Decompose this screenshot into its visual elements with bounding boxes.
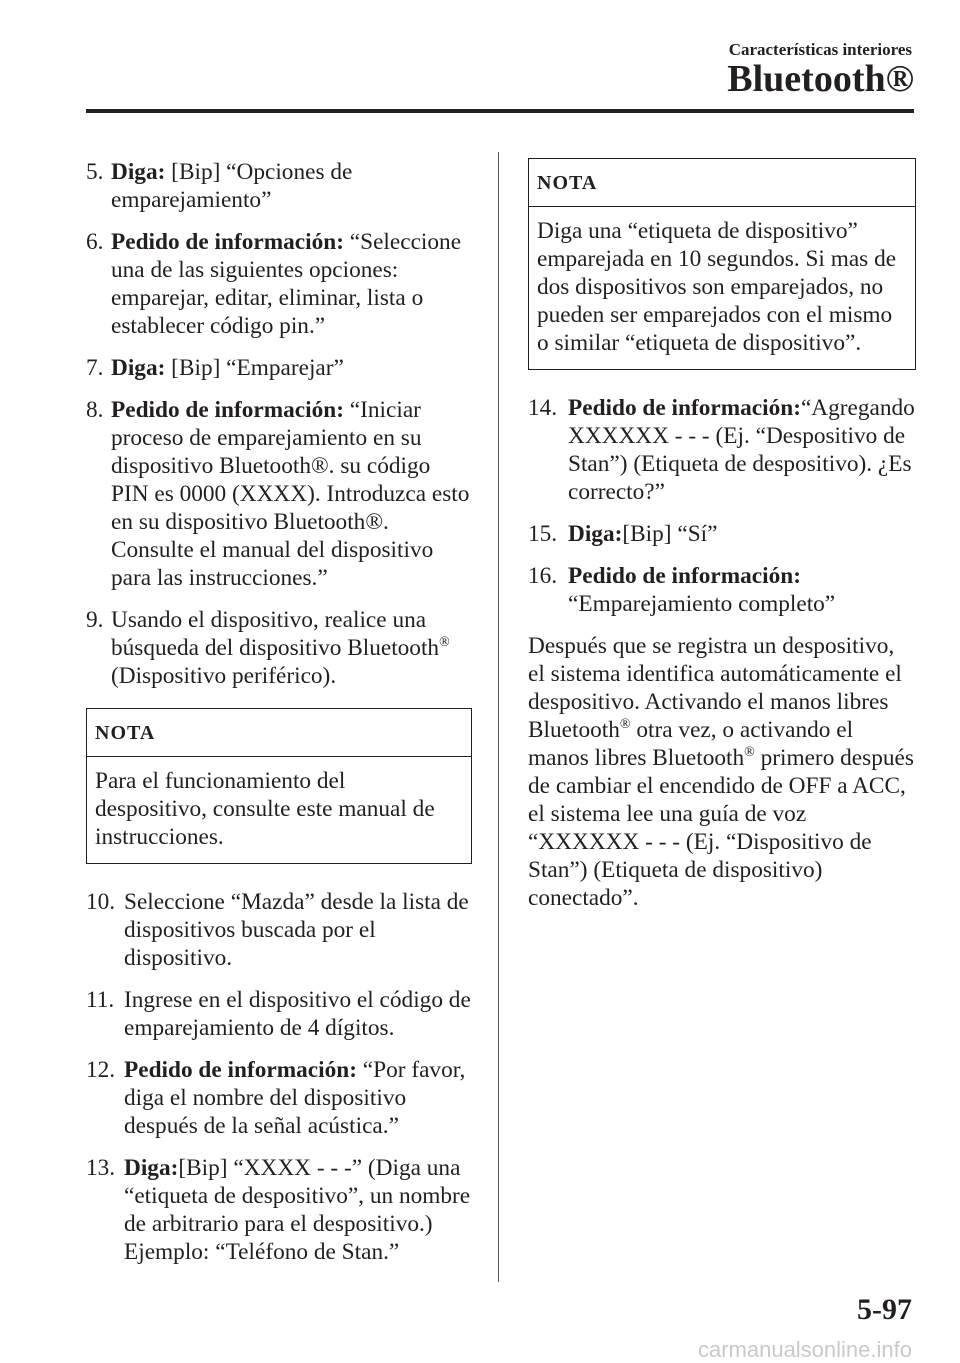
page-number: 5-97: [857, 1293, 912, 1326]
step-number: 10.: [86, 889, 116, 915]
note-body: Diga una “etiqueta de dispositivo” emparejada en 10 segundos. Si mas de dos dispositivos son emparejados, no pueden ser emparejados con el mismo o similar “etiqueta de dispositivo”.: [537, 218, 897, 356]
step-number: 15.: [528, 521, 558, 547]
step-10: [86, 888, 472, 972]
page-title: Bluetooth®: [727, 58, 914, 100]
section-subtitle: Características interiores: [728, 40, 912, 59]
step-text: [Bip] “Emparejar”: [165, 355, 344, 381]
step-label: Pedido de información:: [568, 563, 801, 589]
step-number: 7.: [86, 355, 104, 381]
step-text: Ingrese en el dispositivo el código de emparejamiento de 4 dígitos.: [124, 987, 471, 1041]
registered-mark: ®: [744, 745, 755, 761]
step-number: 8.: [86, 397, 104, 423]
step-11: [86, 986, 472, 1042]
step-text: [Bip] “Opciones de emparejamiento”: [111, 159, 353, 213]
step-number: 9.: [86, 607, 104, 633]
step-text: “Iniciar proceso de emparejamiento en su dispositivo Bluetooth®. su código PIN es 0000 (XXXX). Introduzca esto en su dispositivo Bluetooth®. Consulte el manual del dispositivo para las instrucciones.”: [111, 397, 470, 591]
step-13: [86, 1154, 472, 1266]
column-divider: [498, 152, 499, 1282]
step-15: [528, 520, 916, 548]
step-label: Pedido de información:: [124, 1057, 357, 1083]
summary-paragraph: Después que se registra un despositivo, el sistema identifica automáticamente el despositivo. Activando el manos libres Bluetooth® otra vez, o activando el manos libres Bluetooth® primero después de cambiar el encendido de OFF a ACC, el sistema lee una guía de voz “XXXXXX - - - (Ej. “Dispositivo de Stan”) (Etiqueta de dispositivo) conectado”.: [528, 633, 914, 911]
step-text: “Seleccione una de las siguientes opciones: emparejar, editar, eliminar, lista o establecer código pin.”: [111, 229, 462, 339]
note-body: Para el funcionamiento del despositivo, consulte este manual de instrucciones.: [95, 768, 435, 850]
step-7: [86, 354, 472, 382]
step-text: Usando el dispositivo, realice una búsqueda del dispositivo Bluetooth: [111, 607, 440, 661]
step-label: Pedido de información:: [111, 397, 344, 423]
step-text: “Agregando XXXXXX - - - (Ej. “Despositivo de Stan”) (Etiqueta de despositivo). ¿Es correcto?”: [568, 395, 915, 505]
step-text: Seleccione “Mazda” desde la lista de dispositivos buscada por el dispositivo.: [124, 889, 469, 971]
step-14: [528, 394, 916, 506]
step-label: Diga:: [111, 355, 166, 381]
registered-mark: ®: [439, 635, 450, 651]
step-5: [86, 158, 472, 214]
step-9: [86, 606, 472, 690]
step-label: Diga:: [124, 1155, 179, 1181]
registered-mark: ®: [619, 717, 631, 733]
step-label: Pedido de información:: [568, 395, 801, 421]
right-column: [528, 158, 916, 912]
step-number: 6.: [86, 229, 104, 255]
note-heading: NOTA: [529, 159, 915, 207]
step-text: “Emparejamiento completo”: [568, 591, 836, 617]
step-text: (Dispositivo periférico).: [111, 663, 337, 689]
step-number: 11.: [86, 987, 115, 1013]
left-column: [86, 158, 472, 1280]
step-12: [86, 1056, 472, 1140]
step-text: “Por favor, diga el nombre del dispositivo después de la señal acústica.”: [124, 1057, 466, 1139]
step-6: [86, 228, 472, 340]
step-8: [86, 396, 472, 592]
step-number: 5.: [86, 159, 104, 185]
note-box: [528, 158, 916, 370]
note-box: [86, 708, 472, 864]
step-label: Diga:: [568, 521, 623, 547]
watermark: carmanualsonline.info: [697, 1337, 912, 1362]
step-text: [Bip] “XXXX - - -” (Diga una “etiqueta de despositivo”, un nombre de arbitrario para el despositivo.) Ejemplo: “Teléfono de Stan.”: [124, 1155, 471, 1265]
step-16: [528, 562, 916, 618]
note-heading: NOTA: [87, 709, 471, 757]
step-number: 16.: [528, 563, 558, 589]
header-rule: [86, 109, 914, 113]
step-number: 12.: [86, 1057, 116, 1083]
step-label: Diga:: [111, 159, 166, 185]
step-text: [Bip] “Sí”: [622, 521, 718, 547]
step-number: 14.: [528, 395, 558, 421]
step-number: 13.: [86, 1155, 116, 1181]
step-label: Pedido de información:: [111, 229, 344, 255]
